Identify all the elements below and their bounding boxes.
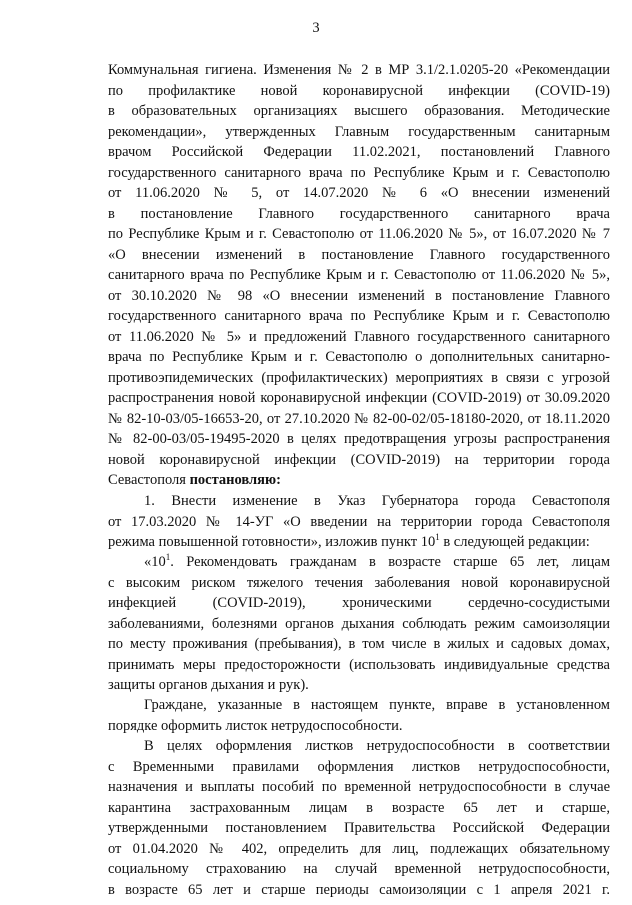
clause-line [108,552,610,573]
preamble-line: по профилактике новой коронавирусной инфекции (COVID-19) [108,82,610,99]
preamble-line: новой коронавирусной инфекции (COVID-2019) на территории города [108,451,610,468]
clause-text: . Рекомендовать гражданам в возрасте старше 65 лет, лицам [170,554,610,570]
preamble-line: в постановление Главного государственного санитарного врача [108,205,610,222]
preamble-line: врачом Российской Федерации 11.02.2021, постановлений Главного [108,144,610,160]
item-1-text: в следующей редакции: [439,534,590,550]
preamble-line: рекомендации», утвержденных Главным государственным санитарным [108,123,610,140]
sick-leave-line: в возрасте 65 лет и старше периоды самоизоляции с 1 апреля 2021 г. [108,881,610,898]
page-number: 3 [312,20,320,36]
preamble-line: государственного санитарного врача по Республике Крым и г. Севастополю [108,164,610,181]
clause-line: по месту проживания (пребывания), в том числе в жилых и садовых домах, [108,636,610,652]
preamble-line: по Республике Крым и г. Севастополю от 11.06.2020 № 5», от 16.07.2020 № 7 [108,226,610,242]
preamble-last-text: Севастополя [108,472,190,488]
preamble-line: от 30.10.2020 № 98 «О внесении изменений в постановление Главного [108,287,610,304]
item-1-line: от 17.03.2020 № 14-УГ «О введении на территории города Севастополя [108,513,610,530]
preamble-line: Коммунальная гигиена. Изменения № 2 в МР 3.1/2.1.0205-20 «Рекомендации [108,62,610,78]
sick-leave-line: карантина застрахованным лицам в возрасте 65 лет и старше, [108,799,610,816]
sick-leave-line: с Временными правилами оформления листков нетрудоспособности, [108,758,610,775]
preamble-line: «О внесении изменений в постановление Главного государственного [108,246,610,263]
citizens-line: Граждане, указанные в настоящем пункте, вправе в установленном [144,697,610,713]
preamble-line: от 11.06.2020 № 5, от 14.07.2020 № 6 «О внесении изменений [108,185,610,201]
clause-text: «10 [144,554,166,570]
sick-leave-line: социальному страхованию на случай временной нетрудоспособности, [108,861,610,877]
sick-leave-line: от 01.04.2020 № 402, определить для лиц, подлежащих обязательному [108,840,610,857]
preamble-line: врача по Республике Крым и г. Севастополю о дополнительных санитарно- [108,349,610,365]
clause-line: принимать меры предосторожности (использовать индивидуальные средства [108,656,610,673]
clause-line: заболеваниями, болезнями органов дыхания соблюдать режим самоизоляции [108,615,610,632]
item-1-line [108,532,610,553]
preamble-paragraph [108,60,610,491]
item-1-paragraph [108,491,610,553]
preamble-line: от 11.06.2020 № 5» и предложений Главного государственного санитарного [108,328,610,345]
item-1-line: 1. Внести изменение в Указ Губернатора города Севастополя [144,493,610,509]
clause-superscript: 1 [165,552,171,563]
sick-leave-line: В целях оформления листков нетрудоспособности в соответствии [144,738,610,754]
citizens-line: порядке оформить листок нетрудоспособности. [108,717,403,734]
clause-line: с высоким риском тяжелого течения заболевания новой коронавирусной [108,574,610,591]
preamble-line: № 82-10-03/05-16653-20, от 27.10.2020 № 82-00-02/05-18180-2020, от 18.11.2020 [108,410,610,427]
sick-leave-paragraph [108,736,610,900]
item-1-superscript: 1 [435,532,440,543]
preamble-line: противоэпидемических (профилактических) мероприятиях в связи с угрозой [108,369,610,386]
preamble-last-line [108,470,610,491]
resolve-word: постановляю: [189,472,281,488]
preamble-line: государственного санитарного врача по Республике Крым и г. Севастополю [108,308,610,324]
preamble-line: в образовательных организациях высшего образования. Методические [108,103,610,119]
sick-leave-line: назначения и выплаты пособий по временной нетрудоспособности в случае [108,779,610,795]
preamble-line: санитарного врача по Республике Крым и г. Севастополю от 11.06.2020 № 5», [108,267,610,283]
clause-line: инфекцией (COVID-2019), хроническими сердечно-сосудистыми [108,595,610,611]
item-1-text: режима повышенной готовности», изложив пункт 10 [108,534,436,550]
clause-paragraph [108,552,610,696]
preamble-line: № 82-00-03/05-19495-2020 в целях предотвращения угрозы распространения [108,431,610,447]
citizens-paragraph [108,695,610,736]
clause-line: защиты органов дыхания и рук). [108,677,309,693]
sick-leave-line: утвержденными постановлением Правительства Российской Федерации [108,820,610,836]
preamble-line: распространения новой коронавирусной инфекции (COVID-2019) от 30.09.2020 [108,390,610,406]
